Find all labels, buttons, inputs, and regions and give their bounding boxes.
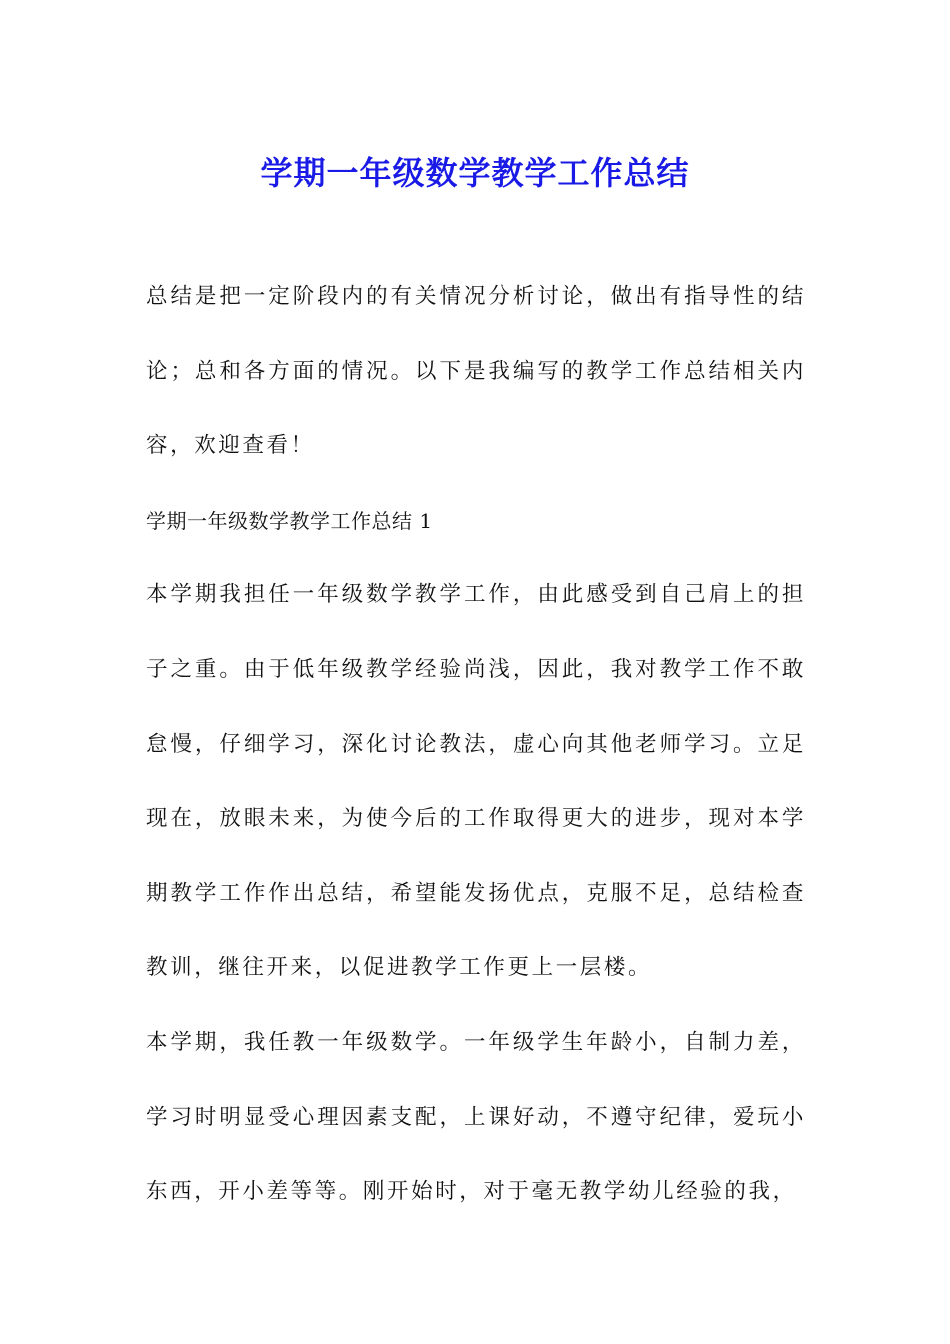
document-body [146, 260, 806, 1230]
intro-paragraph: 总结是把一定阶段内的有关情况分析讨论，做出有指导性的结论；总和各方面的情况。以下是我编写的教学工作总结相关内容，欢迎查看！ [146, 284, 806, 459]
body-paragraph-1: 本学期我担任一年级数学教学工作，由此感受到自己肩上的担子之重。由于低年级教学经验尚浅，因此，我对教学工作不敢怠慢，仔细学习，深化讨论教法，虚心向其他老师学习。立足现在，放眼未来，为使今后的工作取得更大的进步，现对本学期教学工作作出总结，希望能发扬优点，克服不足，总结检查教训，继往开来，以促进教学工作更上一层楼。 [146, 582, 806, 981]
section-heading: 学期一年级数学教学工作总结 1 [146, 508, 433, 533]
body-paragraph-2: 本学期，我任教一年级数学。一年级学生年龄小，自制力差，学习时明显受心理因素支配，上课好动，不遵守纪律，爱玩小东西，开小差等等。刚开始时，对于毫无教学幼儿经验的我， [146, 1029, 806, 1205]
document-title: 学期一年级数学教学工作总结 [260, 154, 690, 193]
